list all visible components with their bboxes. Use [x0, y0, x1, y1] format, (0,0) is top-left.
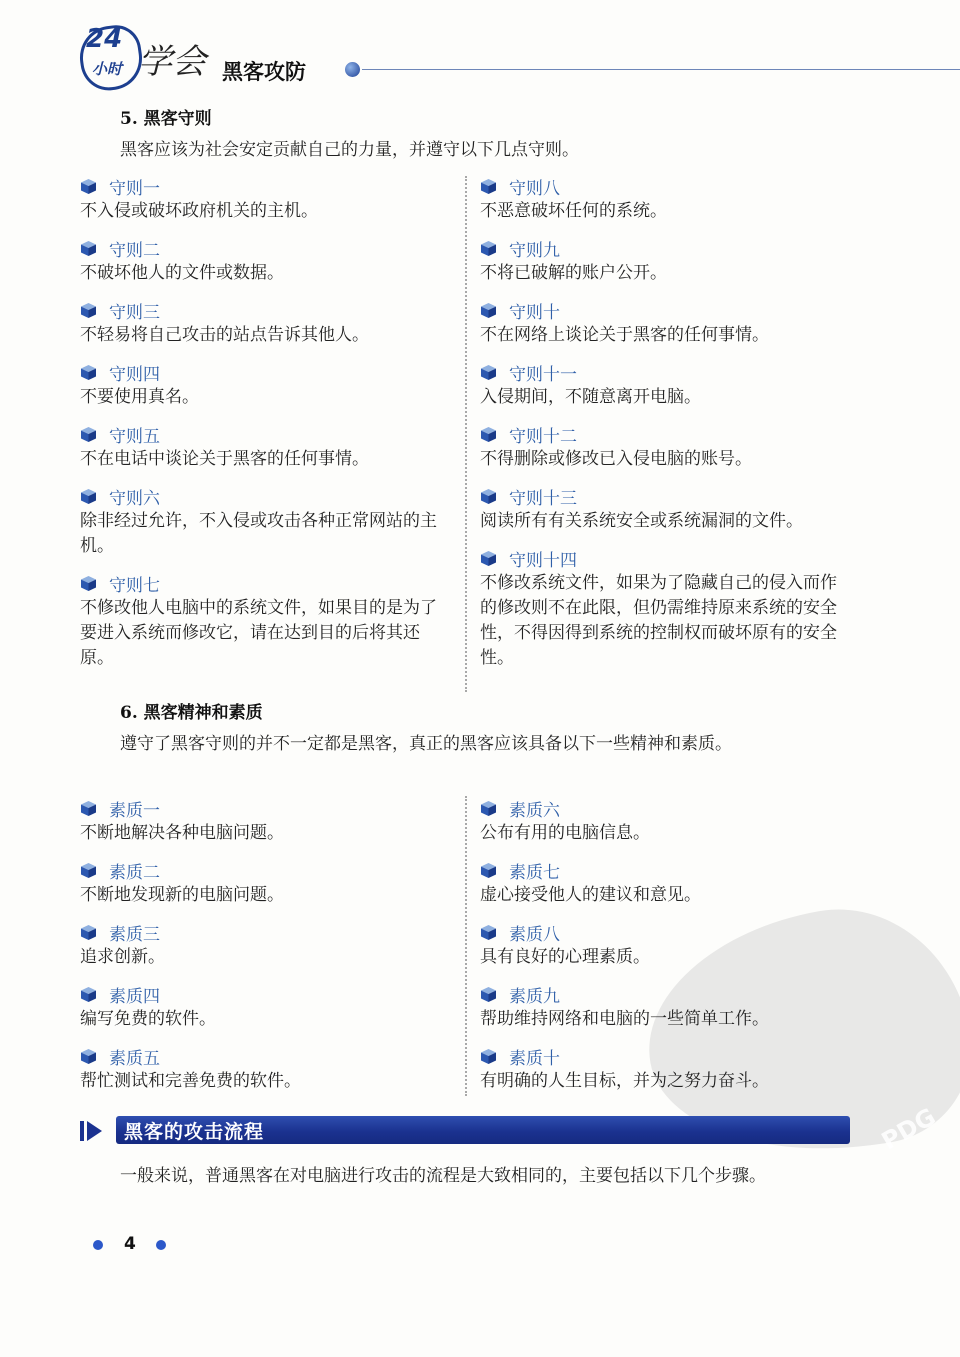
rule-item-heading: [480, 297, 850, 323]
quality-item: [80, 795, 450, 846]
quality-item-title: 素质五: [109, 1048, 160, 1069]
quality-item-heading: [480, 981, 850, 1007]
rule-item: [480, 483, 850, 534]
section6-right-column: [480, 795, 850, 1105]
rule-item: [80, 483, 450, 559]
cube-bullet-icon: [480, 178, 497, 195]
rule-item-text: 阅读所有有关系统安全或系统漏洞的文件。: [480, 511, 803, 531]
quality-item-text: 不断地发现新的电脑问题。: [80, 885, 284, 905]
cube-bullet-icon: [80, 986, 97, 1003]
rule-item-heading: [80, 483, 450, 509]
cube-bullet-icon: [480, 488, 497, 505]
cube-bullet-icon: [480, 426, 497, 443]
rule-item-text: 不破坏他人的文件或数据。: [80, 263, 284, 283]
rule-item-heading: [80, 297, 450, 323]
rule-item-title: 守则九: [509, 240, 560, 261]
rule-item: [80, 421, 450, 472]
rule-item: [80, 359, 450, 410]
rule-item-text: 除非经过允许，不入侵或攻击各种正常网站的主机。: [80, 511, 437, 556]
rule-item-heading: [480, 359, 850, 385]
section6-title: 6. 黑客精神和素质: [120, 703, 263, 723]
rule-item-title: 守则十: [509, 302, 560, 323]
section5-intro: 黑客应该为社会安定贡献自己的力量，并遵守以下几点守则。: [120, 140, 579, 160]
quality-item-title: 素质一: [109, 800, 160, 821]
section5-title: 5. 黑客守则: [120, 109, 212, 129]
cube-bullet-icon: [480, 550, 497, 567]
rule-item: [80, 297, 450, 348]
rule-item-title: 守则十二: [509, 426, 577, 447]
quality-item: [480, 857, 850, 908]
logo-learn: 学会: [138, 42, 206, 82]
rule-item: [480, 173, 850, 224]
cube-bullet-icon: [80, 1048, 97, 1065]
rule-item-text: 入侵期间，不随意离开电脑。: [480, 387, 701, 407]
rule-item-text: 不修改他人电脑中的系统文件，如果目的是为了要进入系统而修改它，请在达到目的后将其还原。: [80, 598, 437, 668]
logo-hours: 小时: [92, 60, 123, 78]
column-divider-2: [465, 796, 467, 1096]
quality-item-text: 帮忙测试和完善免费的软件。: [80, 1071, 301, 1091]
cube-bullet-icon: [480, 986, 497, 1003]
rule-item-heading: [480, 173, 850, 199]
rule-item-text: 不在电话中谈论关于黑客的任何事情。: [80, 449, 369, 469]
quality-item-text: 追求创新。: [80, 947, 165, 967]
cube-bullet-icon: [80, 924, 97, 941]
quality-item-title: 素质九: [509, 986, 560, 1007]
rule-item-title: 守则四: [109, 364, 160, 385]
quality-item: [480, 795, 850, 846]
page-dot-right: [156, 1240, 166, 1250]
rule-item-title: 守则五: [109, 426, 160, 447]
logo-number: 24: [86, 24, 123, 54]
cube-bullet-icon: [480, 240, 497, 257]
quality-item-heading: [80, 795, 450, 821]
banner-title: 黑客的攻击流程: [124, 1121, 265, 1143]
quality-item-heading: [480, 857, 850, 883]
rule-item-title: 守则七: [109, 575, 160, 596]
rule-item-title: 守则六: [109, 488, 160, 509]
cube-bullet-icon: [80, 302, 97, 319]
rule-item-heading: [80, 570, 450, 596]
quality-item-heading: [480, 795, 850, 821]
header-dot-icon: [345, 62, 360, 77]
watermark-text: PDG: [876, 1102, 941, 1156]
cube-bullet-icon: [80, 862, 97, 879]
rule-item: [480, 359, 850, 410]
rule-item-heading: [80, 359, 450, 385]
rule-item: [80, 570, 450, 671]
quality-item-text: 不断地解决各种电脑问题。: [80, 823, 284, 843]
quality-item: [480, 919, 850, 970]
quality-item-heading: [80, 919, 450, 945]
quality-item-heading: [80, 1043, 450, 1069]
quality-item: [480, 981, 850, 1032]
rule-item-heading: [480, 235, 850, 261]
quality-item-title: 素质六: [509, 800, 560, 821]
rule-item: [480, 297, 850, 348]
quality-item-text: 公布有用的电脑信息。: [480, 823, 650, 843]
cube-bullet-icon: [480, 862, 497, 879]
rule-item-heading: [80, 173, 450, 199]
quality-item-heading: [480, 919, 850, 945]
rule-item-text: 不要使用真名。: [80, 387, 199, 407]
rule-item: [80, 173, 450, 224]
quality-item-text: 帮助维持网络和电脑的一些简单工作。: [480, 1009, 769, 1029]
rule-item-title: 守则十四: [509, 550, 577, 571]
rule-item-heading: [480, 545, 850, 571]
rule-item-text: 不入侵或破坏政府机关的主机。: [80, 201, 318, 221]
cube-bullet-icon: [480, 302, 497, 319]
rule-item: [480, 545, 850, 671]
column-divider: [465, 176, 467, 692]
cube-bullet-icon: [480, 364, 497, 381]
quality-item-title: 素质十: [509, 1048, 560, 1069]
cube-bullet-icon: [480, 800, 497, 817]
rule-item-heading: [480, 421, 850, 447]
quality-item-title: 素质四: [109, 986, 160, 1007]
quality-item-text: 虚心接受他人的建议和意见。: [480, 885, 701, 905]
rule-item-heading: [80, 421, 450, 447]
cube-bullet-icon: [80, 426, 97, 443]
cube-bullet-icon: [80, 488, 97, 505]
rule-item-text: 不轻易将自己攻击的站点告诉其他人。: [80, 325, 369, 345]
cube-bullet-icon: [80, 240, 97, 257]
quality-item: [80, 857, 450, 908]
quality-item-title: 素质二: [109, 862, 160, 883]
cube-bullet-icon: [480, 1048, 497, 1065]
cube-bullet-icon: [80, 364, 97, 381]
section6-left-column: [80, 795, 450, 1105]
play-arrow-icon: [80, 1119, 104, 1143]
cube-bullet-icon: [80, 178, 97, 195]
cube-bullet-icon: [480, 924, 497, 941]
quality-item: [80, 919, 450, 970]
closing-paragraph: 一般来说，普通黑客在对电脑进行攻击的流程是大致相同的，主要包括以下几个步骤。: [120, 1166, 766, 1186]
rule-item-heading: [80, 235, 450, 261]
quality-item-title: 素质三: [109, 924, 160, 945]
quality-item-title: 素质八: [509, 924, 560, 945]
quality-item-text: 有明确的人生目标，并为之努力奋斗。: [480, 1071, 769, 1091]
rule-item-title: 守则八: [509, 178, 560, 199]
rule-item-title: 守则二: [109, 240, 160, 261]
rule-item-title: 守则十三: [509, 488, 577, 509]
rule-item-text: 不修改系统文件，如果为了隐藏自己的侵入而作的修改则不在此限，但仍需维持原来系统的安全性，不得因得到系统的控制权而破坏原有的安全性。: [480, 573, 837, 668]
rule-item-text: 不得删除或修改已入侵电脑的账号。: [480, 449, 752, 469]
quality-item-heading: [80, 981, 450, 1007]
rule-item: [480, 235, 850, 286]
rule-item-title: 守则一: [109, 178, 160, 199]
rule-item: [480, 421, 850, 472]
rule-item-title: 守则十一: [509, 364, 577, 385]
section5-right-column: [480, 173, 850, 682]
rule-item-text: 不恶意破坏任何的系统。: [480, 201, 667, 221]
quality-item-text: 具有良好的心理素质。: [480, 947, 650, 967]
quality-item: [480, 1043, 850, 1094]
book-title: 黑客攻防: [222, 59, 306, 84]
rule-item-text: 不在网络上谈论关于黑客的任何事情。: [480, 325, 769, 345]
rule-item-text: 不将已破解的账户公开。: [480, 263, 667, 283]
rule-item-heading: [480, 483, 850, 509]
rule-item: [80, 235, 450, 286]
quality-item-heading: [480, 1043, 850, 1069]
header-rule: [362, 69, 960, 70]
quality-item-text: 编写免费的软件。: [80, 1009, 216, 1029]
quality-item-title: 素质七: [509, 862, 560, 883]
cube-bullet-icon: [80, 575, 97, 592]
page-dot-left: [93, 1240, 103, 1250]
section5-left-column: [80, 173, 450, 682]
rule-item-title: 守则三: [109, 302, 160, 323]
section6-intro: 遵守了黑客守则的并不一定都是黑客，真正的黑客应该具备以下一些精神和素质。: [120, 734, 732, 754]
page-number: 4: [124, 1234, 136, 1254]
quality-item: [80, 981, 450, 1032]
cube-bullet-icon: [80, 800, 97, 817]
quality-item-heading: [80, 857, 450, 883]
quality-item: [80, 1043, 450, 1094]
